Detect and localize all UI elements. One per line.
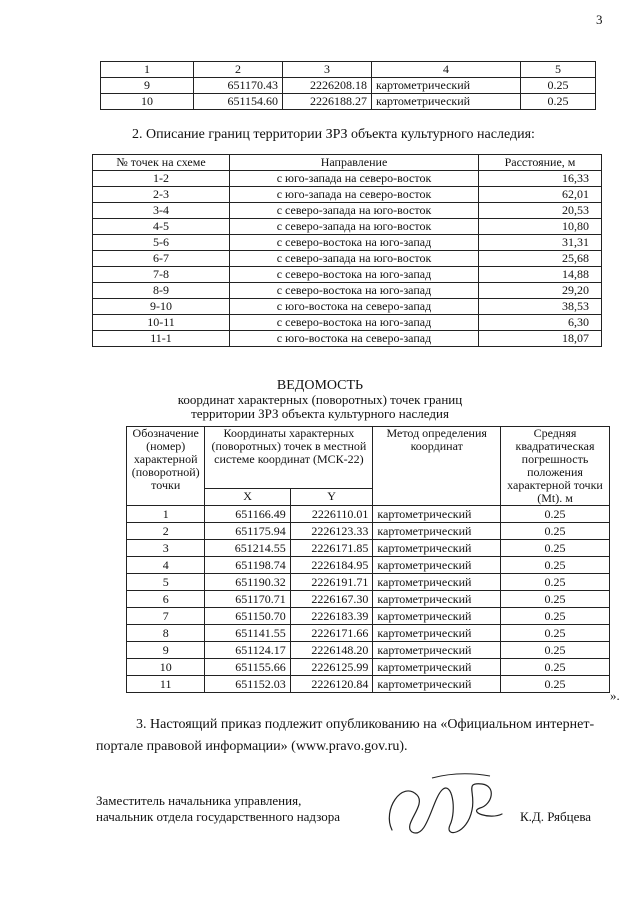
table-cell: 10,80 xyxy=(479,219,602,235)
table-cell: 3-4 xyxy=(93,203,230,219)
table-cell: 0.25 xyxy=(501,574,610,591)
header-error: Средняя квадратическая погрешность положения характерной точки (Mt). м xyxy=(501,427,610,506)
header-coordinates: Координаты характерных (поворотных) точек в местной системе координат (МСК-22) xyxy=(205,427,373,489)
table-cell: 9 xyxy=(127,642,205,659)
table-cell: 0.25 xyxy=(501,506,610,523)
table-cell: 3 xyxy=(283,62,372,78)
table-cell: 7 xyxy=(127,608,205,625)
table-cell: 0.25 xyxy=(521,78,596,94)
table-cell: 4-5 xyxy=(93,219,230,235)
header-method: Метод определения координат xyxy=(373,427,501,506)
table-row xyxy=(93,315,602,331)
table-cell: 6,30 xyxy=(479,315,602,331)
table-cell: 0.25 xyxy=(501,608,610,625)
table-cell: с северо-востока на юго-запад xyxy=(230,315,479,331)
table-cell: 1 xyxy=(127,506,205,523)
table-cell: 16,33 xyxy=(479,171,602,187)
table-cell: картометрический xyxy=(373,642,501,659)
table-header-row xyxy=(101,62,596,78)
table-cell: картометрический xyxy=(373,676,501,693)
table-cell: 38,53 xyxy=(479,299,602,315)
table-cell: картометрический xyxy=(373,659,501,676)
vedomost-subtitle-line-1: координат характерных (поворотных) точек границ xyxy=(177,392,463,407)
table-cell: Расстояние, м xyxy=(479,155,602,171)
table-row xyxy=(93,331,602,347)
table-cell: 11 xyxy=(127,676,205,693)
table-cell: 0.25 xyxy=(501,523,610,540)
table-cell: 1 xyxy=(101,62,194,78)
table-cell: 18,07 xyxy=(479,331,602,347)
table-cell: 5 xyxy=(521,62,596,78)
vedomost-title: ВЕДОМОСТЬ xyxy=(276,378,364,393)
table-cell: с северо-востока на юго-запад xyxy=(230,267,479,283)
table-row xyxy=(101,78,596,94)
table-cell: 9 xyxy=(101,78,194,94)
table-cell: 651124.17 xyxy=(205,642,290,659)
table-cell: 0.25 xyxy=(501,659,610,676)
boundary-description-table xyxy=(92,154,602,347)
table-cell: 5-6 xyxy=(93,235,230,251)
table-cell: 2-3 xyxy=(93,187,230,203)
table-cell: картометрический xyxy=(373,591,501,608)
table-cell: 651166.49 xyxy=(205,506,290,523)
table-cell: 6 xyxy=(127,591,205,608)
table-cell: 0.25 xyxy=(501,540,610,557)
table-cell: 2226171.85 xyxy=(290,540,373,557)
table-cell: 2226123.33 xyxy=(290,523,373,540)
table-row xyxy=(93,251,602,267)
table-row xyxy=(127,642,610,659)
table-row xyxy=(93,283,602,299)
page-number: 3 xyxy=(596,12,603,27)
table-row xyxy=(93,171,602,187)
table-cell: 2226125.99 xyxy=(290,659,373,676)
table-cell: 8 xyxy=(127,625,205,642)
table-cell: 3 xyxy=(127,540,205,557)
table-cell: с северо-востока на юго-запад xyxy=(230,283,479,299)
table-cell: 10 xyxy=(101,94,194,110)
table-row xyxy=(127,625,610,642)
table-cell: 651152.03 xyxy=(205,676,290,693)
table-cell: 2226208.18 xyxy=(283,78,372,94)
table-cell: 2226188.27 xyxy=(283,94,372,110)
table-cell: 10 xyxy=(127,659,205,676)
table-row xyxy=(127,557,610,574)
table-cell: 0.25 xyxy=(501,625,610,642)
table-row xyxy=(127,506,610,523)
table-cell: 651175.94 xyxy=(205,523,290,540)
table-row xyxy=(127,591,610,608)
table-cell: 14,88 xyxy=(479,267,602,283)
table-row xyxy=(127,523,610,540)
table-cell: 651198.74 xyxy=(205,557,290,574)
table-cell: 4 xyxy=(372,62,521,78)
table-row xyxy=(93,203,602,219)
table-cell: картометрический xyxy=(372,94,521,110)
table-cell: с юго-востока на северо-запад xyxy=(230,331,479,347)
section-2-title: 2. Описание границ территории ЗРЗ объекта культурного наследия: xyxy=(132,127,535,142)
closing-quote: ». xyxy=(610,688,620,703)
table-cell: картометрический xyxy=(373,523,501,540)
table-cell: 2 xyxy=(127,523,205,540)
table-row xyxy=(93,219,602,235)
table-cell: с северо-востока на юго-запад xyxy=(230,235,479,251)
coordinates-table-continuation xyxy=(100,61,596,110)
table-cell: 651141.55 xyxy=(205,625,290,642)
table-cell: 25,68 xyxy=(479,251,602,267)
table-cell: 5 xyxy=(127,574,205,591)
table-cell: 2226171.66 xyxy=(290,625,373,642)
table-cell: 0.25 xyxy=(501,642,610,659)
table-cell: с северо-запада на юго-восток xyxy=(230,203,479,219)
vedomost-heading xyxy=(0,379,640,421)
table-row xyxy=(127,608,610,625)
table-header-row xyxy=(93,155,602,171)
paragraph-3-line-1: 3. Настоящий приказ подлежит опубликованию на «Официальном интернет- xyxy=(136,717,595,732)
table-cell: 2226184.95 xyxy=(290,557,373,574)
table-cell: 0.25 xyxy=(501,591,610,608)
paragraph-3-line-2: портале правовой информации» (www.pravo.gov.ru). xyxy=(96,739,408,754)
table-cell: картометрический xyxy=(373,608,501,625)
table-row xyxy=(93,187,602,203)
table-cell: 2226167.30 xyxy=(290,591,373,608)
signatory-name: К.Д. Рябцева xyxy=(520,809,592,824)
table-cell: с юго-запада на северо-восток xyxy=(230,187,479,203)
table-row xyxy=(127,540,610,557)
table-cell: 651170.43 xyxy=(194,78,283,94)
table-cell: 0.25 xyxy=(521,94,596,110)
characteristic-points-table xyxy=(126,426,610,693)
table-row xyxy=(127,676,610,693)
table-cell: 2226191.71 xyxy=(290,574,373,591)
signatory-position-line-1: Заместитель начальника управления, xyxy=(96,793,302,808)
table-cell: картометрический xyxy=(372,78,521,94)
table-cell: 651154.60 xyxy=(194,94,283,110)
table-cell: 11-1 xyxy=(93,331,230,347)
table-cell: 0.25 xyxy=(501,676,610,693)
table-cell: 2226148.20 xyxy=(290,642,373,659)
table-cell: 20,53 xyxy=(479,203,602,219)
table-cell: 2226110.01 xyxy=(290,506,373,523)
table-row xyxy=(127,659,610,676)
table-cell: 29,20 xyxy=(479,283,602,299)
table-cell: 1-2 xyxy=(93,171,230,187)
signatory-position xyxy=(96,793,340,825)
table-row xyxy=(93,235,602,251)
table-cell: 6-7 xyxy=(93,251,230,267)
table-cell: 651214.55 xyxy=(205,540,290,557)
table-cell: № точек на схеме xyxy=(93,155,230,171)
table-row xyxy=(127,574,610,591)
table-row xyxy=(93,299,602,315)
table-cell: картометрический xyxy=(373,574,501,591)
header-point-designation: Обозначение (номер) характерной (поворотной) точки xyxy=(127,427,205,506)
table-cell: с северо-запада на юго-восток xyxy=(230,251,479,267)
table-cell: картометрический xyxy=(373,540,501,557)
table-cell: 2226183.39 xyxy=(290,608,373,625)
handwritten-signature xyxy=(372,770,512,850)
table-cell: 4 xyxy=(127,557,205,574)
table-cell: 2226120.84 xyxy=(290,676,373,693)
paragraph-3 xyxy=(96,714,606,758)
table-cell: картометрический xyxy=(373,506,501,523)
table-row xyxy=(101,94,596,110)
table-cell: 651155.66 xyxy=(205,659,290,676)
table-cell: 651150.70 xyxy=(205,608,290,625)
table-cell: Направление xyxy=(230,155,479,171)
table-cell: с юго-запада на северо-восток xyxy=(230,171,479,187)
table-cell: 10-11 xyxy=(93,315,230,331)
table-cell: картометрический xyxy=(373,625,501,642)
vedomost-subtitle-line-2: территории ЗРЗ объекта культурного наследия xyxy=(191,406,449,421)
table-cell: 7-8 xyxy=(93,267,230,283)
table-cell: 62,01 xyxy=(479,187,602,203)
table-cell: 8-9 xyxy=(93,283,230,299)
table-cell: с юго-востока на северо-запад xyxy=(230,299,479,315)
table-cell: 651170.71 xyxy=(205,591,290,608)
header-y: Y xyxy=(290,488,373,505)
signatory-position-line-2: начальник отдела государственного надзора xyxy=(96,809,341,824)
table-cell: 31,31 xyxy=(479,235,602,251)
table-row xyxy=(93,267,602,283)
header-x: X xyxy=(205,488,290,505)
table-cell: 9-10 xyxy=(93,299,230,315)
table-cell: 2 xyxy=(194,62,283,78)
table-cell: 651190.32 xyxy=(205,574,290,591)
table-cell: с северо-запада на юго-восток xyxy=(230,219,479,235)
table-cell: картометрический xyxy=(373,557,501,574)
table-cell: 0.25 xyxy=(501,557,610,574)
